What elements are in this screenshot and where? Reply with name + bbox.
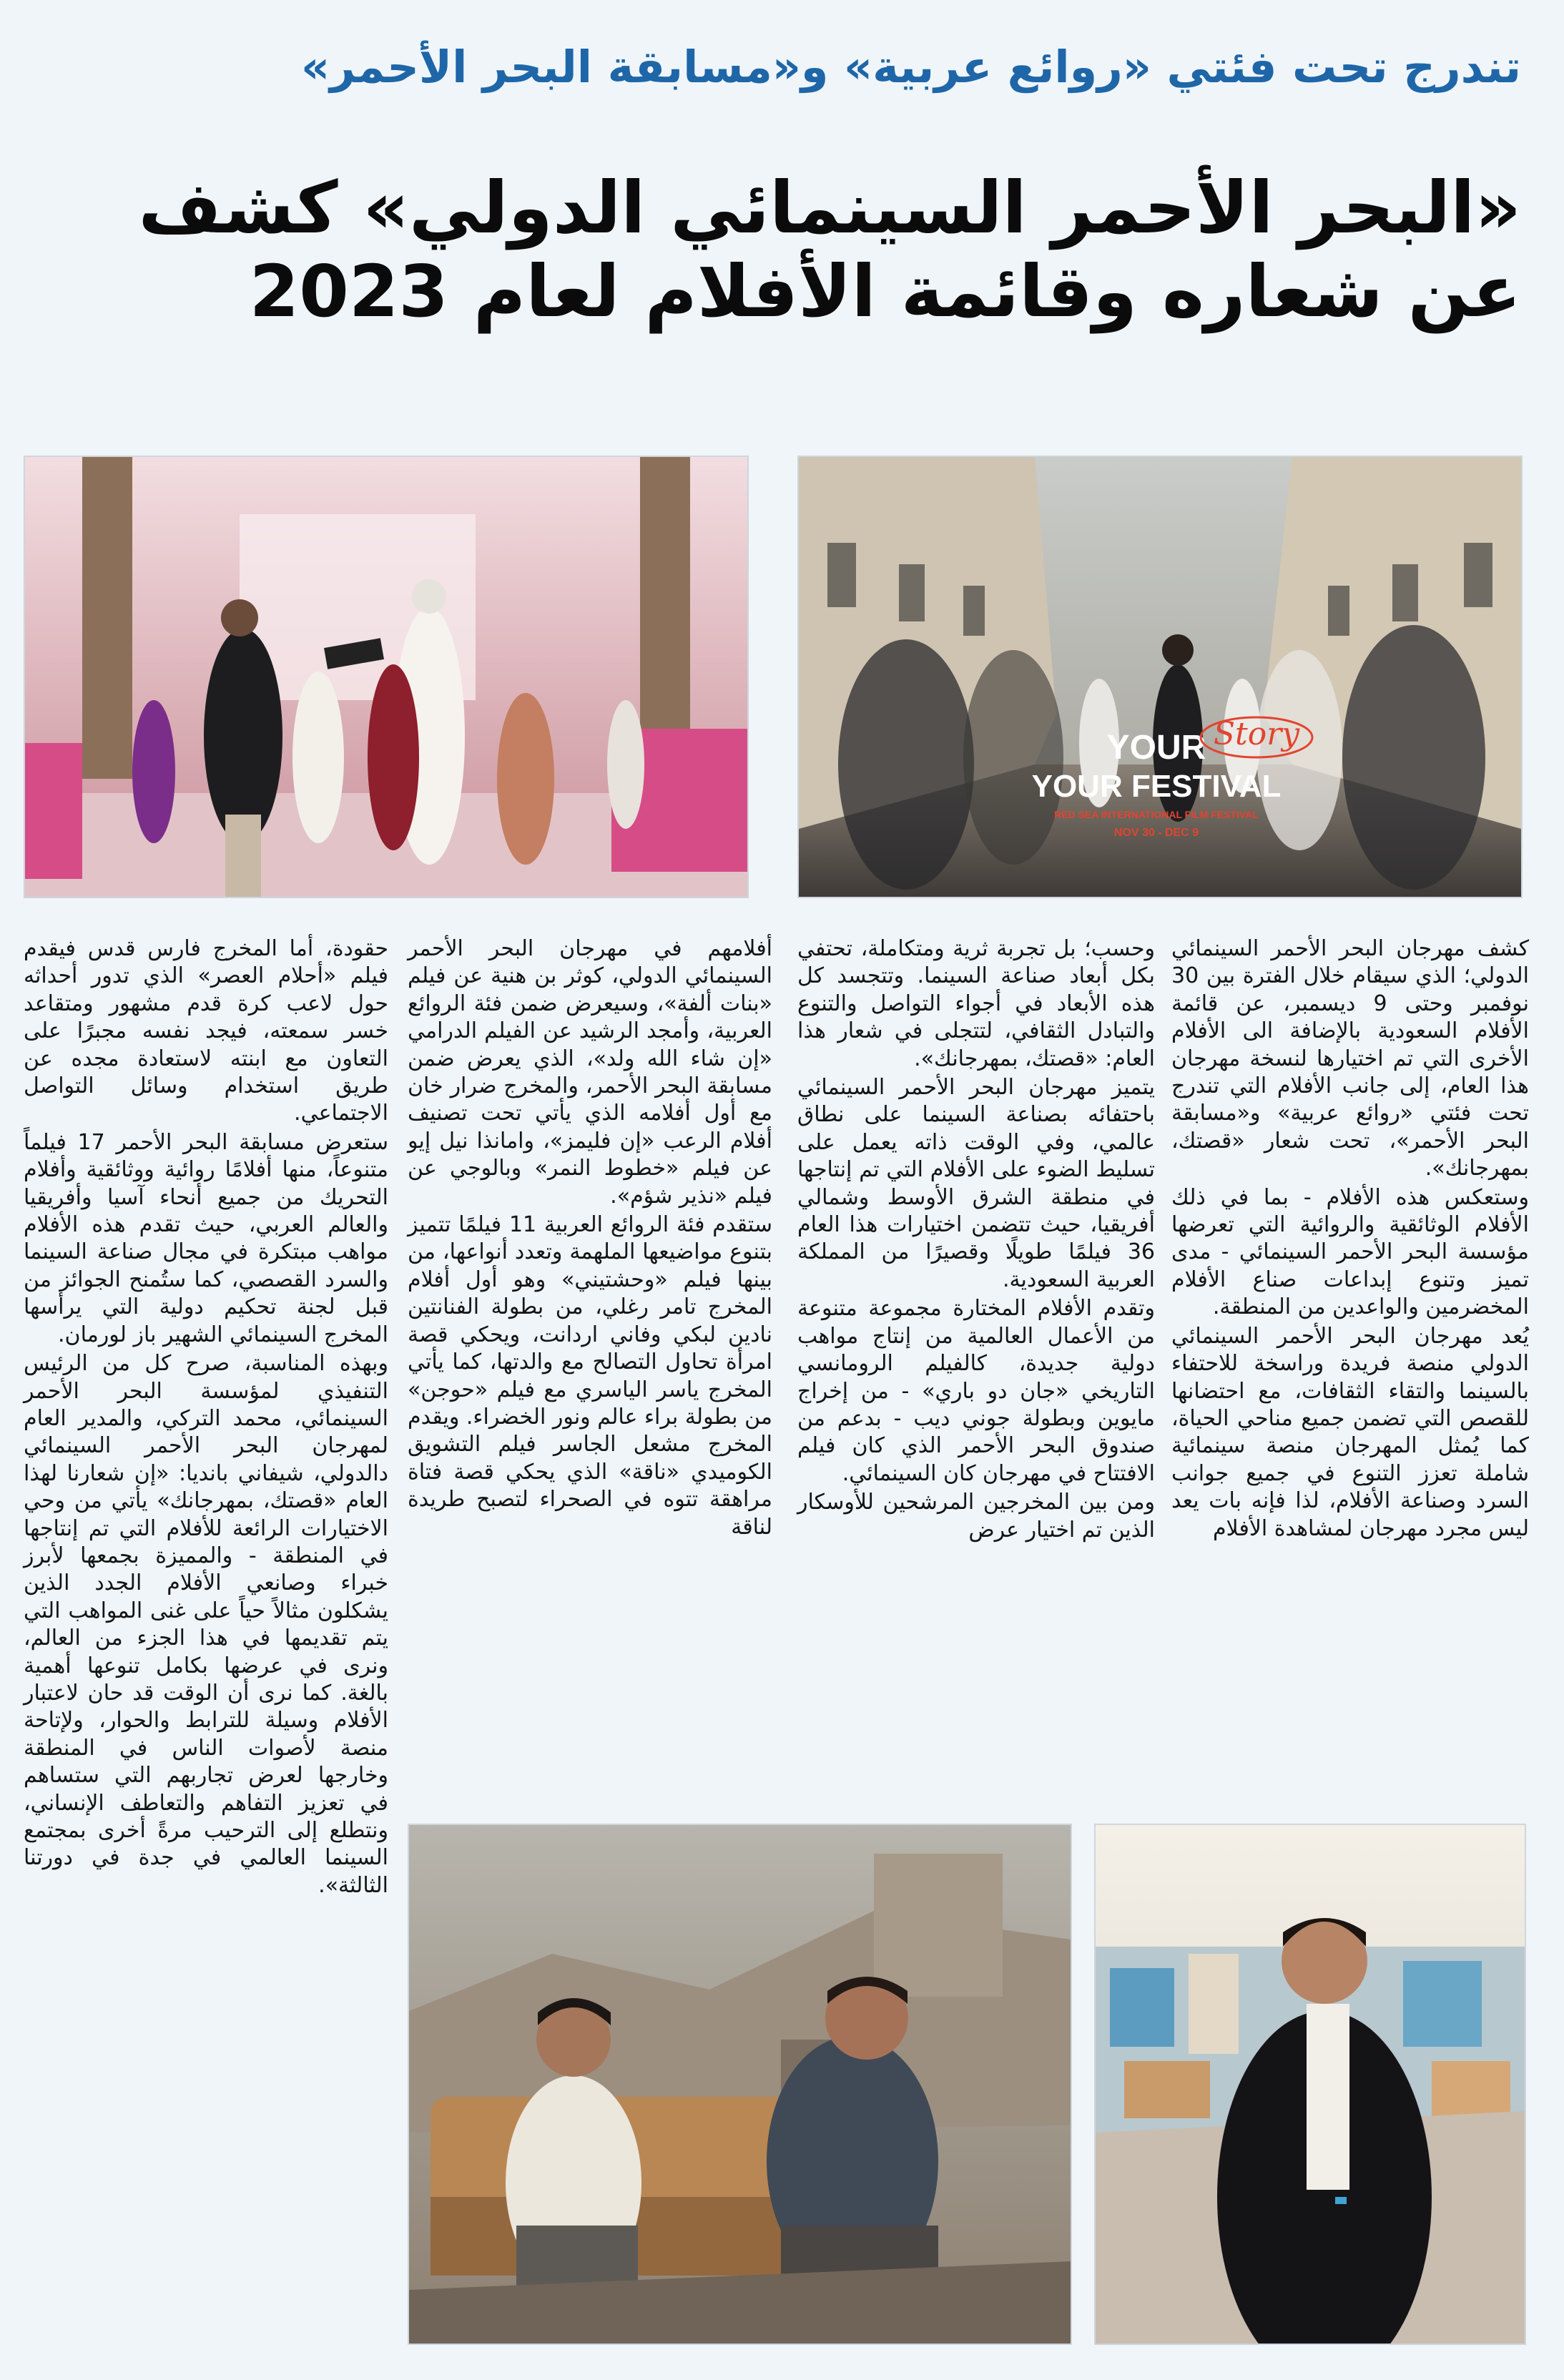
- col3-paragraph: ستقدم فئة الروائع العربية 11 فيلمًا تتميز بتنوع مواضيعها الملهمة وتعدد أنواعها، من بينها فيلم «وحشتيني» وهو أول أفلام المخرج تامر رغلي، من بطولة الفنانتين نادين لبكي وفاني اردانت، ويحكي قصة امرأة تحاول التصالح مع والدتها، كما يأتي المخرج ياسر الياسري مع فيلم «حوجن» من بطولة براء عالم ونور الخضراء. ويقدم المخرج مشعل الجاسر فيلم التشويق الكوميدي «ناقة» الذي يحكي قصة فتاة مراهقة تتوه في الصحراء لتصبح طريدة لناقة: [408, 1212, 772, 1540]
- col2-paragraph: وتقدم الأفلام المختارة مجموعة متنوعة من الأعمال العالمية من إنتاج مواهب دولية جديدة، كالفيلم الرومانسي التاريخي «جان دو باري» - من إخراج مايوين وبطولة جوني ديب - بدعم من صندوق البحر الأحمر الذي كان فيلم الافتتاح في مهرجان كان السينمائي.: [797, 1296, 1155, 1486]
- film-still-image: [409, 1825, 1071, 2344]
- film-still-photo: [408, 1824, 1072, 2345]
- film-set-image: [25, 457, 747, 897]
- headline-line-1: «البحر الأحمر السينمائي الدولي» كشف: [138, 166, 1521, 250]
- col3-paragraph: أفلامهم في مهرجان البحر الأحمر السينمائي الدولي، كوثر بن هنية عن فيلم «بنات ألفة»، وسيعرض ضمن فئة الروائع العربية، وأمجد الرشيد عن الفيلم الدرامي «إن شاء الله ولد»، الذي يعرض ضمن مسابقة البحر الأحمر، والمخرج ضرار خان مع أول أفلامه الذي يأتي تحت تصنيف أفلام الرعب «إن فليمز»، وامانذا نيل إيو عن فيلم «خطوط النمر» وبالوجي عن فيلم «نذير شؤم».: [408, 936, 772, 1209]
- poster-line-2: YOUR FESTIVAL: [1031, 769, 1282, 804]
- col4-paragraph: حقودة، أما المخرج فارس قدس فيقدم فيلم «أحلام العصر» الذي تدور أحداثه حول لاعب كرة قدم مشهور ومتقاعد خسر سمعته، فيجد نفسه مجبرًا على التعاون مع ابنته لاستعادة مجده عن طريق استخدام وسائل التواصل الاجتماعي.: [24, 936, 388, 1126]
- col4-paragraph: وبهذه المناسبة، صرح كل من الرئيس التنفيذي لمؤسسة البحر الأحمر السينمائي، محمد التركي، والمدير العام لمهرجان البحر الأحمر السينمائي دالدولي، شيفاني باندیا: «إن شعارنا لهذا العام «قصتك، بمهرجانك» يأتي من وحي الاختيارات الرائعة للأفلام التي تم إنتاجها في المنطقة - والمميزة بجمعها لأبرز خبراء وصانعي الأفلام الجدد الذين يشكلون مثالاً حياً على غنى المواهب التي يتم تقديمها في هذا الجزء من العالم، ونرى في عرضها بكامل تنوعها أهمية بالغة. كما نرى أن الوقت قد حان لاعتبار الأفلام وسيلة للترابط والحوار، ولإتاحة منصة لأصوات الناس في المنطقة وخارجها لعرض تجاربهم التي ستساهم في تعزيز التفاهم والتعاطف الإنساني، ونتطلع إلى الترحيب مرةً أخرى بمجتمع السينما العالمي في جدة في دورتنا الثالثة».: [24, 1351, 388, 1898]
- kicker: تندرج تحت فئتي «روائع عربية» و«مسابقة البحر الأحمر»: [301, 41, 1521, 93]
- poster-line-1: YOUR: [1106, 729, 1206, 767]
- col2-paragraph: وحسب؛ بل تجربة ثرية ومتكاملة، تحتفي بكل أبعاد صناعة السينما. وتتجسد كل هذه الأبعاد في أجواء التواصل والتنوع والتبادل الثقافي، لتتجلى في شعار هذا العام: «قصتك، بمهرجانك».: [797, 936, 1155, 1071]
- portrait-image: [1096, 1825, 1525, 2344]
- col2-paragraph: ومن بين المخرجين المرشحين للأوسكار الذين تم اختيار عرض: [797, 1490, 1155, 1543]
- poster-small-text: RED SEA INTERNATIONAL FILM FESTIVAL: [1054, 809, 1259, 820]
- col2-paragraph: يتميز مهرجان البحر الأحمر السينمائي باحتفائه بصناعة السينما على نطاق عالمي، وفي الوقت ذاته يعمل على تسليط الضوء على الأفلام التي تم إنتاجها في منطقة الشرق الأوسط وشمالي أفريقيا، حيث تتضمن اختيارات هذا العام 36 فيلمًا طويلًا وقصيرًا من المملكة العربية السعودية.: [797, 1075, 1155, 1292]
- headline-line-2: عن شعاره وقائمة الأفلام لعام 2023: [249, 250, 1521, 333]
- col1-paragraph: وستعكس هذه الأفلام - بما في ذلك الأفلام الوثائقية والروائية التي تعرضها مؤسسة البحر الأحمر السينمائي - مدى تميز وتنوع إبداعات صناع الأفلام المخضرمين والواعدين من المنطقة.: [1171, 1184, 1529, 1320]
- poster-script-word: Story: [1213, 716, 1300, 752]
- article-column-4: [24, 935, 388, 2359]
- col1-paragraph: يُعد مهرجان البحر الأحمر السينمائي الدولي منصة فريدة وراسخة للاحتفاء بالسينما والتقاء الثقافات، مع احتضانها للقصص التي تضمن جميع مناحي الحياة، كما يُمثل المهرجان منصة سينمائية شاملة تعزز التنوع في جميع جوانب السرد وصناعة الأفلام، لذا فإنه بات يعد ليس مجرد مهرجان لمشاهدة الأفلام: [1171, 1323, 1529, 1541]
- col1-paragraph: كشف مهرجان البحر الأحمر السينمائي الدولي؛ الذي سيقام خلال الفترة بين 30 نوفمبر وحتى 9 ديسمبر، عن قائمة الأفلام السعودية بالإضافة الى الأفلام الأخرى التي تم اختيارها لنسخة مهرجان هذا العام، إلى جانب الأفلام التي تندرج تحت فئتي «روائع عربية» و«مسابقة البحر الأحمر»، تحت شعار «قصتك، بمهرجانك».: [1171, 936, 1529, 1181]
- festival-poster-image: [799, 457, 1521, 897]
- poster-dates: NOV 30 - DEC 9: [1113, 827, 1199, 839]
- festival-poster-photo: [797, 456, 1523, 898]
- film-set-photo: [24, 456, 749, 898]
- portrait-photo: [1094, 1824, 1526, 2345]
- headline: [138, 166, 1521, 333]
- col4-paragraph: ستعرض مسابقة البحر الأحمر 17 فيلماً متنوعاً، منها أفلامًا روائية ووثائقية وأفلام التحريك من جميع أنحاء آسيا وأفريقيا والعالم العربي، حيث تقدم هذه الأفلام مواهب مبتكرة في مجال صناعة السينما والسرد القصصي، كما ستُمنح الجوائز من قبل لجنة تحكيم دولية التي يرأسها المخرج السينمائي الشهير باز لورمان.: [24, 1129, 388, 1347]
